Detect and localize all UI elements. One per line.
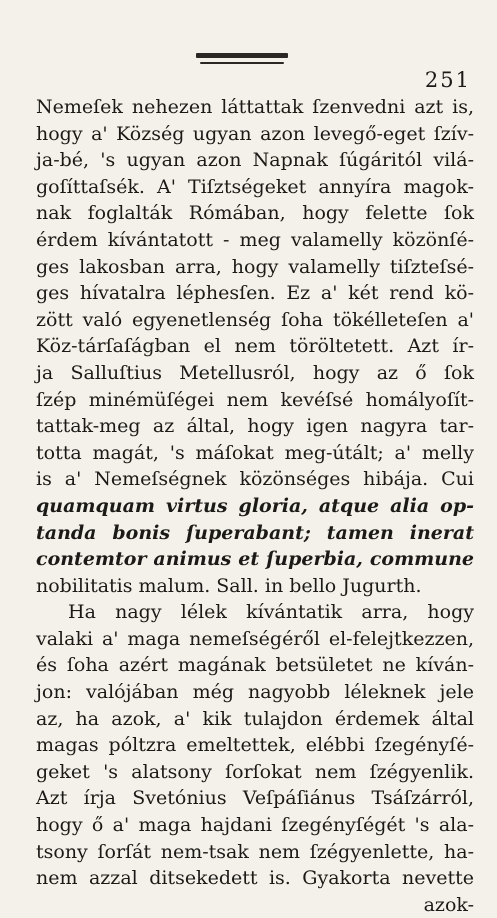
text-line: érdem kívántatott - meg valamelly közönſé- [36, 228, 474, 251]
text-line: nak foglalták Rómában, hogy felette ſok [36, 202, 474, 225]
body-text [36, 94, 474, 918]
text-line: az, ha azok, a' kik tulajdon érdemek által [36, 707, 474, 730]
text-line: tanda bonis ſuperabant; tamen inerat [36, 521, 474, 544]
text-line: hogy ő a' maga hajdani ſzegényſégét 's ala- [36, 814, 474, 837]
header-ornament-rule [196, 53, 288, 58]
text-line: jon: valójában még nagyobb léleknek jele [36, 681, 474, 704]
text-line: ges lakosban arra, hogy valamelly tiſzteſsé- [36, 255, 474, 278]
text-line: ja Salluſtius Metellusról, hogy az ő ſok [36, 361, 474, 384]
text-line: geket 's alatsony ſorſokat nem ſzégyenlik. [36, 760, 474, 783]
text-line: Köz-tárſaſágban el nem töröltetett. Azt ír- [36, 335, 474, 358]
text-line: nem azzal ditsekedett is. Gyakorta nevette [36, 867, 474, 890]
text-line: is a' Nemeſségnek közönséges hibája. Cui [36, 468, 474, 491]
text-line: ja-bé, 's ugyan azon Napnak ſúgáritól vilá- [36, 149, 474, 172]
text-line: magas póltzra emeltettek, elébbi ſzegényſé- [36, 734, 474, 757]
text-line: goſíttaſsék. A' Tiſztségeket annyíra magok- [36, 175, 474, 198]
text-line: Nemeſek nehezen láttattak ſzenvedni azt is, [36, 96, 474, 118]
text-line: Azt írja Svetónius Veſpáſiánus Tsáſzárról, [36, 787, 474, 810]
text-line: és ſoha azért magának betsületet ne kíván- [36, 654, 474, 677]
text-line: zött való egyenetlenség ſoha tökélleteſen a' [36, 308, 474, 331]
text-line: ges hívatalra léphesſen. Ez a' két rend kö- [36, 282, 474, 305]
text-line: quamquam virtus gloria, atque alia op- [36, 494, 474, 517]
page-number: 251 [424, 68, 471, 92]
text-line: tattak-meg az által, hogy igen nagyra tar- [36, 415, 474, 438]
text-line: contemtor animus et ſuperbia, commune [36, 548, 474, 571]
header-ornament-rule-thin [200, 62, 284, 64]
text-line: azok- [423, 893, 474, 916]
text-line: Ha nagy lélek kívántatik arra, hogy [68, 601, 474, 624]
text-line: tsony ſorſát nem-tsak nem ſzégyenlette, ha- [36, 840, 474, 863]
text-line: nobilitatis malum. Sall. in bello Jugurth. [36, 574, 422, 597]
text-line: valaki a' maga nemeſségéről el-felejtkezzen, [36, 627, 474, 650]
text-line: hogy a' Község ugyan azon levegő-eget ſzív- [36, 122, 474, 145]
text-line: totta magát, 's máſokat meg-útált; a' melly [36, 441, 474, 464]
text-line: ſzép minémüſégei nem kevéſsé homályoſít- [36, 388, 474, 411]
